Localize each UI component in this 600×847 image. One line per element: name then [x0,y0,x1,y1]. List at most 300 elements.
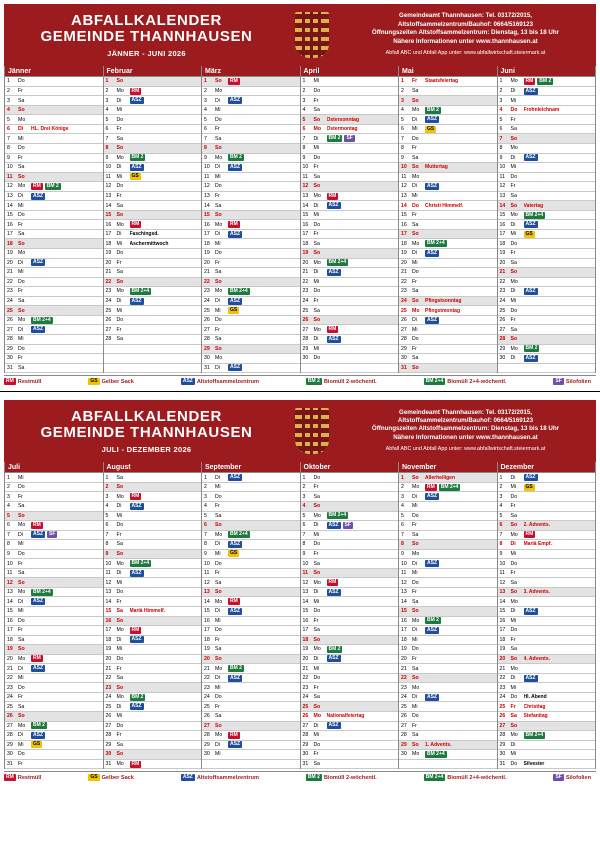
day-number: 18 [499,636,506,643]
day-row [202,741,300,751]
day-markers [327,326,399,333]
collection-tag: RM [131,760,140,767]
weekday-label: Do [313,154,321,161]
day-row [498,144,596,154]
month-column [5,66,104,373]
day-number: 25 [7,307,13,314]
contact-line-3: Öffnungszeiten Altstoffsammelzentrum: Dienstag, 13 bis 18 Uhr [371,29,560,37]
day-row [301,731,399,741]
day-number: 16 [401,221,407,228]
day-row [5,345,103,355]
day-row [104,550,202,560]
day-number: 12 [105,183,112,190]
calendar-half-first [4,0,596,385]
weekday-label: Di [313,336,319,343]
day-row [301,297,399,307]
weekday-label: Do [18,617,25,624]
weekday-label: Mo [215,598,223,605]
weekday-label: Do [412,713,419,720]
weekday-label: Mi [215,617,221,624]
day-row [301,521,399,531]
collection-tag: ASZ [131,569,142,576]
weekday-label: Mo [510,212,518,219]
day-row [301,354,399,364]
collection-tag: ASZ [131,636,142,643]
day-row [5,144,103,154]
day-number: 3 [105,493,109,500]
weekday-label: Sa [215,269,222,276]
day-number: 15 [7,212,13,219]
day-row [301,655,399,665]
weekday-label: Di [116,231,122,238]
collection-tag: ASZ [525,287,536,294]
day-number: 1 [499,78,503,85]
day-number: 18 [105,240,112,247]
day-number: 26 [105,713,112,720]
day-number: 8 [105,145,109,152]
day-number: 9 [499,154,503,161]
weekday-label: Mi [510,97,516,104]
collection-tag: ASZ [525,607,536,614]
day-number: 7 [7,135,10,142]
collection-tag: ASZ [131,297,142,304]
day-row [104,325,202,335]
day-row [202,87,300,97]
weekday-label: Mi [412,126,418,133]
holiday-note: Silvester [523,761,545,767]
month-column [202,462,301,769]
day-row [104,297,202,307]
day-number: 5 [204,512,207,519]
weekday-label: Fr [18,627,23,634]
day-markers [31,741,103,748]
day-row [104,578,202,588]
weekday-label: Di [510,154,516,161]
day-row [498,569,596,579]
day-number: 26 [302,713,309,720]
collection-tag: ASZ [328,521,339,528]
day-markers [327,135,399,142]
day-row [498,645,596,655]
weekday-label: Fr [18,88,23,94]
collection-tag: BM 2+4 [33,316,51,323]
day-row [301,588,399,598]
weekday-label: Sa [313,560,320,567]
day-number: 7 [302,531,306,538]
day-number: 9 [302,154,306,161]
day-row [498,345,596,355]
day-row [104,483,202,493]
day-number: 17 [204,627,210,634]
day-number: 4 [499,503,503,510]
weekday-label: Mo [510,732,518,739]
weekday-label: Do [18,550,25,557]
day-number: 14 [7,202,13,209]
weekday-label: Mo [215,531,223,538]
legend-item [88,378,134,385]
weekday-label: Do [510,107,518,114]
day-markers [524,203,596,209]
weekday-label: Mo [412,173,420,180]
day-number: 23 [7,288,13,295]
weekday-label: Di [215,675,220,682]
day-number: 26 [499,317,506,324]
day-number: 20 [401,259,407,266]
day-number: 6 [499,126,503,133]
collection-tag: BM 2+4 [427,750,445,757]
day-row [498,115,596,125]
day-number: 29 [499,741,506,748]
day-row [104,154,202,164]
weekday-label: Do [116,589,124,596]
day-number: 9 [499,550,503,557]
weekday-label: Mo [215,221,223,228]
collection-tag: ASZ [131,502,142,509]
day-row [399,722,497,732]
day-row [498,297,596,307]
day-markers [130,608,202,614]
weekday-label: So [510,522,518,529]
collection-tag: BM 2+4 [440,483,459,490]
day-number: 11 [105,173,111,180]
day-number: 30 [7,355,13,362]
collection-tag: RM [131,87,140,94]
day-markers [327,259,399,266]
day-number: 27 [401,722,407,729]
day-row [202,134,300,144]
legend-label: Gelber Sack [101,774,134,781]
day-number: 17 [7,231,13,238]
weekday-label: So [116,212,124,219]
day-number: 27 [499,326,506,333]
day-row [202,354,300,364]
collection-tag: ASZ [525,154,536,161]
day-row [301,364,399,374]
weekday-label: Mi [215,173,221,180]
holiday-note: 1. Advents. [425,741,452,748]
weekday-label: Fr [313,298,319,305]
day-row [202,287,300,297]
day-markers [228,154,300,161]
day-row [301,559,399,569]
weekday-label: Do [313,608,321,615]
day-row [301,325,399,335]
day-markers [130,241,202,247]
weekday-label: Sa [510,259,517,266]
day-number: 27 [7,722,13,729]
day-row [104,134,202,144]
weekday-label: Mi [18,135,24,142]
day-row [301,163,399,173]
legend-tag: SF [555,774,562,781]
day-markers [524,474,596,481]
weekday-label: So [412,164,419,171]
day-markers [228,675,300,682]
day-number: 11 [302,173,308,180]
collection-tag: RM [33,182,41,189]
day-number: 19 [401,250,407,257]
day-row [202,77,300,87]
collection-tag: ASZ [427,316,437,323]
day-row [202,239,300,249]
day-number: 7 [401,135,404,142]
day-number: 7 [401,531,404,538]
weekday-label: Do [18,751,25,758]
weekday-label: Mo [215,88,223,94]
day-row [399,239,497,249]
day-row [399,325,497,335]
day-row [399,617,497,627]
weekday-label: Sa [313,307,320,314]
day-row [399,540,497,550]
day-number: 12 [302,183,309,190]
weekday-label: Mi [18,474,24,481]
day-number: 16 [401,617,407,624]
day-number: 2 [204,484,207,491]
day-row [301,345,399,355]
weekday-label: Di [215,608,220,615]
day-row [399,163,497,173]
month-name: April [301,66,399,77]
day-number: 29 [7,741,13,748]
weekday-label: Fr [412,145,417,152]
day-markers [524,656,596,662]
day-number: 2 [105,88,109,94]
day-number: 11 [7,570,13,577]
weekday-label: Mi [215,307,221,314]
day-row [104,645,202,655]
weekday-label: Mi [18,741,24,748]
day-number: 1 [302,474,306,481]
day-row [5,722,103,732]
day-row [5,154,103,164]
collection-tag: ASZ [230,674,240,681]
weekday-label: Sa [510,126,517,133]
day-number: 10 [401,164,407,171]
day-row [5,354,103,364]
day-markers [31,732,103,739]
day-number: 16 [105,221,112,228]
weekday-label: So [412,364,419,371]
day-markers [425,627,497,634]
day-row [104,201,202,211]
weekday-label: Fr [215,126,220,133]
day-number: 9 [302,550,306,557]
holiday-note: Nationalfeiertag [326,713,365,720]
day-number: 21 [204,665,210,672]
collection-tag: ASZ [33,598,43,605]
collection-tag: ASZ [427,626,437,633]
day-number: 4 [105,503,109,510]
day-markers [327,512,399,519]
weekday-label: So [412,298,419,305]
weekday-label: Fr [215,703,220,710]
day-number: 5 [302,512,306,519]
month-column [202,66,301,373]
day-row [104,540,202,550]
day-number: 6 [302,522,306,529]
legend-label: Silofolien [565,774,591,781]
weekday-label: Sa [510,646,517,653]
day-number: 20 [105,259,112,266]
weekday-label: Do [412,512,419,519]
weekday-label: Sa [313,493,320,500]
day-row [202,492,300,502]
day-row [399,173,497,183]
weekday-label: So [18,173,25,180]
weekday-label: Di [510,608,516,615]
collection-tag: GS [230,307,238,314]
collection-tag: RM [131,493,140,500]
day-markers [31,655,103,662]
weekday-label: Mi [510,484,516,491]
day-number: 3 [105,97,109,104]
weekday-label: Do [412,336,419,343]
day-number: 22 [105,278,112,285]
weekday-label: Di [18,326,23,333]
day-row [5,335,103,345]
weekday-label: Di [215,364,220,371]
day-row [5,192,103,202]
day-row [498,722,596,732]
day-number: 7 [302,135,306,142]
day-row [202,316,300,326]
day-row [202,655,300,665]
coat-of-arms-icon [289,4,335,66]
day-number: 29 [302,345,309,352]
day-number: 16 [7,221,13,228]
weekday-label: Do [18,484,25,491]
weekday-label: Di [412,250,417,257]
day-number: 4 [204,107,207,114]
holiday-note: Pfingstmontag [425,307,460,314]
collection-tag: ASZ [33,665,43,672]
weekday-label: So [116,78,124,85]
day-row [5,96,103,106]
weekday-label: Fr [18,221,23,228]
day-row [399,154,497,164]
day-row [5,287,103,297]
weekday-label: Di [313,269,319,276]
day-row [301,578,399,588]
weekday-label: Sa [116,608,123,615]
day-markers [228,298,300,305]
weekday-label: So [215,145,222,152]
weekday-label: Di [313,655,319,662]
weekday-label: Mi [116,512,122,519]
day-number: 23 [302,288,309,295]
page-title-line2-2: GEMEINDE THANNHAUSEN [40,423,253,441]
day-number: 4 [401,503,404,510]
day-number: 21 [204,269,210,276]
day-number: 28 [302,732,309,739]
weekday-label: Mo [18,317,26,324]
day-markers [130,221,202,228]
day-row [5,249,103,259]
weekday-label: Mo [412,107,420,114]
day-markers [425,560,497,567]
day-row [498,626,596,636]
day-row [498,268,596,278]
weekday-label: Mo [313,713,321,720]
day-row [399,674,497,684]
weekday-label: Do [116,655,124,662]
weekday-label: Mo [18,589,26,596]
day-row [5,712,103,722]
weekday-label: Di [510,288,516,295]
weekday-label: Di [215,298,220,305]
day-row [498,278,596,288]
collection-tag: ASZ [33,259,43,266]
day-row [498,512,596,522]
day-row [498,559,596,569]
day-row [399,106,497,116]
holiday-note: Christtag [523,703,546,710]
day-number: 30 [302,751,309,758]
day-number: 18 [204,240,210,247]
weekday-label: Di [510,474,516,481]
calendar-half-second [4,396,596,781]
weekday-label: Di [215,541,220,548]
day-row [301,550,399,560]
day-row [202,259,300,269]
day-row [301,540,399,550]
day-number: 13 [105,589,112,596]
day-markers [130,627,202,634]
day-number: 21 [7,665,13,672]
day-number: 8 [204,145,207,152]
weekday-label: Sa [412,665,419,672]
page-title-line1-2: ABFALLKALENDER [71,407,222,425]
day-row [202,182,300,192]
weekday-label: Mi [412,703,418,710]
day-number: 29 [105,741,112,748]
weekday-label: Mo [510,78,518,85]
day-row [399,278,497,288]
day-number: 7 [204,135,207,142]
weekday-label: Mi [18,541,24,548]
day-number: 16 [105,617,112,624]
weekday-label: So [510,336,518,343]
legend-label: Silofolien [565,378,591,385]
weekday-label: So [313,116,321,123]
collection-tag: BM 2 [539,77,552,84]
day-markers [130,88,202,95]
day-number: 23 [204,684,210,691]
collection-tag: RM [230,731,238,738]
day-markers [228,598,300,605]
day-row [202,220,300,230]
collection-tag: ASZ [131,97,142,104]
weekday-label: Do [412,646,419,653]
day-row [301,531,399,541]
day-number: 6 [105,126,109,133]
weekday-label: Mi [412,636,418,643]
day-row [301,607,399,617]
weekday-label: So [215,278,222,285]
day-row [301,211,399,221]
weekday-label: So [116,751,124,758]
weekday-label: Sa [18,570,25,577]
day-row [498,502,596,512]
weekday-label: Fr [18,154,23,161]
legend-item [306,378,377,385]
weekday-label: So [510,589,518,596]
day-number: 15 [499,608,506,615]
collection-tag: ASZ [427,249,437,256]
day-markers [130,636,202,643]
weekday-label: So [313,317,321,324]
